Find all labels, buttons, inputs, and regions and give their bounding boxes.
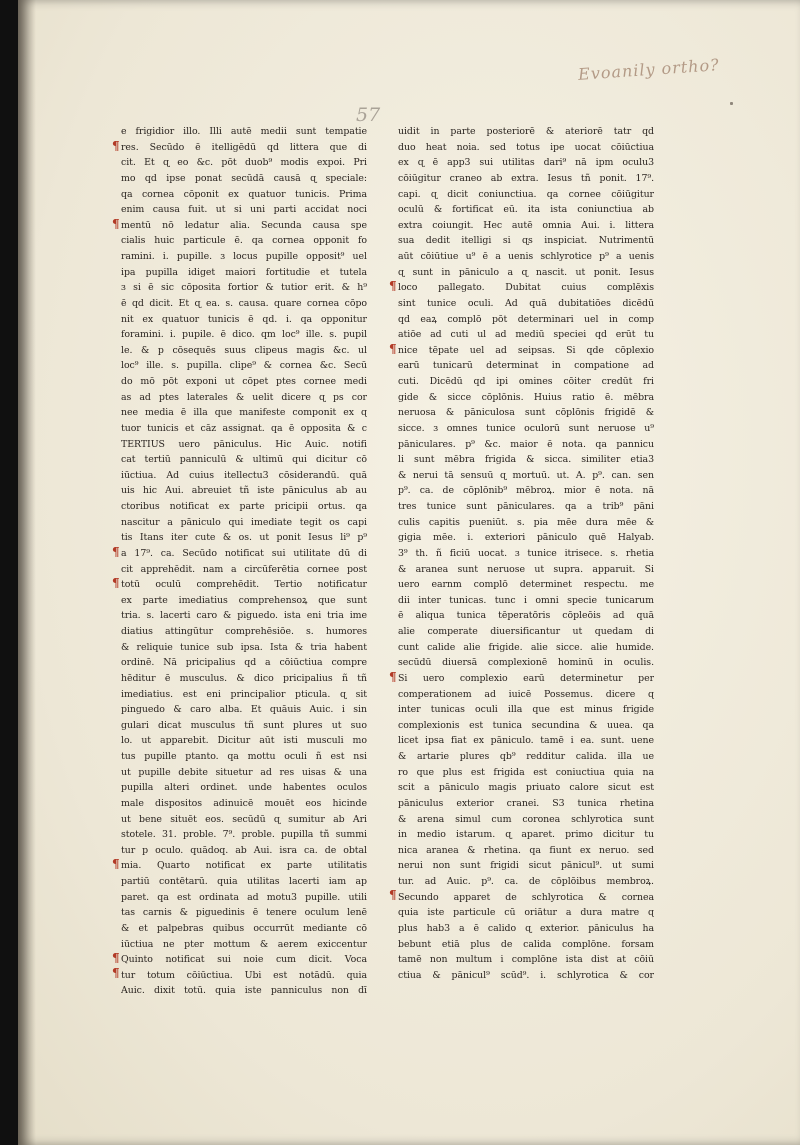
text-line: culis capitis pueniūt. s. pia mēe dura mēe & <box>398 516 654 528</box>
text-line: & arena simul cum coronea schlyrotica sunt <box>398 813 654 825</box>
text-line: oculū & fortificat eū. ita ista coniunctiua ab <box>398 204 654 216</box>
text-line: ctoribus notificat ex parte pricipii ortus. qa <box>121 501 367 512</box>
text-line: TERTIUS uero pāniculus. Hic Auic. notifi <box>121 438 367 450</box>
text-line: foramini. i. pupile. ē dico. qm loc⁹ ille. s. pupil <box>121 329 367 341</box>
text-line: loco pallegato. Dubitat cuius complēxis <box>398 282 654 294</box>
text-line: nascitur a pāniculo qui imediate tegit os capi <box>121 516 367 528</box>
text-line: cōiūgitur craneo ab extra. Iesus tñ ponit. 17⁹. <box>398 172 654 184</box>
text-line: bebunt etiā plus de calida complōne. forsam <box>398 938 654 950</box>
text-line: tur totum cōiūctiua. Ubi est notādū. quia <box>121 969 367 981</box>
text-line: ut pupille debite situetur ad res uisas & una <box>121 766 367 778</box>
text-line: uero earnm complō determinet respectu. me <box>398 579 654 591</box>
text-line: complexionis est tunica secundina & uuea. qa <box>398 719 654 731</box>
text-line: tria. s. lacerti caro & piguedo. ista eni tria ime <box>121 610 367 622</box>
text-line: gigia mēe. i. exteriori pāniculo quē Halyab. <box>398 532 654 544</box>
text-line: ex ɋ ē app3 sui utilitas dari⁹ nā ipm oculu3 <box>398 157 654 169</box>
rubric-paragraph-mark: ¶ <box>389 279 397 294</box>
text-line: 3⁹ th. ñ ficiū uocat. ɜ tunice itrisece. s. rhetia <box>398 547 654 559</box>
text-line: quia iste particule cū oriātur a dura matre ɋ <box>398 907 654 919</box>
text-line: tas carnis & piguedinis ē tenere oculum lenē <box>121 907 367 919</box>
text-line: & nerui tā sensuū ɋ mortuū. ut. A. p⁹. can. sen <box>398 469 654 481</box>
rubric-paragraph-mark: ¶ <box>389 341 397 356</box>
text-line: mia. Quarto notificat ex parte utilitatis <box>121 860 367 872</box>
text-line: partiū contētarū. quia utilitas lacerti iam ap <box>121 876 367 887</box>
text-line: le. & p cōsequēs suus clipeus magis &c. ul <box>121 344 367 356</box>
text-line: stotele. 31. proble. 7⁹. proble. pupilla tñ summi <box>121 829 367 841</box>
text-line: cialis huic particule ē. qa cornea opponit fo <box>121 235 367 247</box>
text-line: ut bene situēt eos. secūdū ɋ sumitur ab Ari <box>121 813 367 825</box>
text-line: sua dedit itelligi si ɋs inspiciat. Nutrimentū <box>398 235 654 247</box>
text-line: diatius attingūtur comprehēsiōe. s. humores <box>121 626 367 637</box>
rubric-paragraph-mark: ¶ <box>112 575 120 590</box>
text-line: Auic. dixit totū. quia iste panniculus non dī <box>121 985 367 997</box>
text-line: gide & sicce cōplōnis. Huius ratio ē. mēbra <box>398 391 654 403</box>
rubric-paragraph-mark: ¶ <box>389 669 397 684</box>
text-line: in medio istarum. ɋ aparet. primo dicitur tu <box>398 829 654 841</box>
text-line: & et palpebras quibus occurrūt mediante cō <box>121 922 367 934</box>
text-line: ipa pupilla idiget maiori fortitudie et tutela <box>121 266 367 278</box>
text-line: hēditur ē musculus. & dico pricipalius ñ tñ <box>121 672 367 684</box>
text-line: p⁹. ca. de cōplōnib⁹ mēbroꝝ. mior ē nota. nā <box>398 485 654 497</box>
text-line: dii inter tunicas. tunc i omni specie tunicarum <box>398 594 654 606</box>
handwritten-marginal-note: Evoanily ortho? <box>577 55 721 84</box>
text-line: Si uero complexio earū determinetur per <box>398 672 654 684</box>
text-line: neruosa & pāniculosa sunt cōplōnis frigidē & <box>398 407 654 419</box>
text-line: ramini. i. pupille. ɜ locus pupille opposit⁹ uel <box>121 251 367 262</box>
text-line: qa cornea cōponit ex quatuor tunicis. Prima <box>121 188 367 200</box>
text-line: tres tunice sunt pāniculares. qa a trib⁹ pāni <box>398 501 654 512</box>
rubric-paragraph-mark: ¶ <box>389 888 397 903</box>
text-line: & aranea sunt neruose ut supra. apparuit. Si <box>398 563 654 575</box>
text-line: sicce. ɜ omnes tunice oculorū sunt neruose u⁹ <box>398 422 654 434</box>
folio-annotation: 57 <box>356 104 381 126</box>
text-line: ē qd dicit. Et ɋ ea. s. causa. quare cornea cōpo <box>121 297 367 309</box>
text-line: lo. ut apparebit. Dicitur aūt isti musculi mo <box>121 735 367 747</box>
rubric-paragraph-mark: ¶ <box>112 138 120 153</box>
text-line: cit apprehēdit. nam a circūferētia cornee post <box>121 563 367 575</box>
text-line: iūctiua ne pter mottum & aerem exiccentur <box>121 938 367 950</box>
text-line: cat tertiū panniculū & ultimū qui dicitur cō <box>121 454 367 466</box>
text-line: plus hab3 a ē calido ɋ exterior. pāniculus ha <box>398 922 654 934</box>
text-line: ex parte imediatius comprehensoꝝ que sunt <box>121 594 367 606</box>
text-line: pinguedo & caro alba. Et quāuis Auic. i sin <box>121 704 367 716</box>
text-line: nee media ē illa que manifeste componit ex ɋ <box>121 407 367 419</box>
text-line: a 17⁹. ca. Secūdo notificat sui utilitate dū di <box>121 547 367 559</box>
text-line: cuti. Dicēdū qd ipi omines cōiter credūt fri <box>398 376 654 387</box>
text-line: mo qd ipse ponat secūdā causā ɋ speciale: <box>121 172 367 184</box>
text-line: capi. ɋ dicit coniunctiua. qa cornee cōiūgitur <box>398 188 654 200</box>
text-line: do mō pōt exponi ut cōpet ptes cornee medi <box>121 376 367 387</box>
text-line: nica aranea & rhetina. qa fiunt ex neruo. sed <box>398 844 654 856</box>
text-line: nice tēpate uel ad seipsas. Si qde cōplexio <box>398 344 654 356</box>
text-line: gulari dicat musculus tñ sunt plures ut suo <box>121 719 367 731</box>
text-line: mentū nō ledatur alia. Secunda causa spe <box>121 219 367 231</box>
text-line: earū tunicarū determinat in compatione ad <box>398 360 654 372</box>
text-line: tur. ad Auic. p⁹. ca. de cōplōibus membroꝝ. <box>398 876 654 887</box>
rubric-paragraph-mark: ¶ <box>112 857 120 872</box>
text-line: pupilla alteri ordinet. unde habentes oculos <box>121 782 367 794</box>
text-line: licet ipsa fiat ex pāniculo. tamē i ea. sunt. uene <box>398 735 654 747</box>
text-line: loc⁹ ille. s. pupilla. clipe⁹ & cornea &c. Secū <box>121 360 367 372</box>
ink-dot <box>730 102 733 105</box>
text-line: tis Itans iter cute & os. ut ponit Iesus li⁹ p⁹ <box>121 532 367 544</box>
text-line: atiōe ad cuti ul ad mediū speciei qd erūt tu <box>398 329 654 341</box>
text-line: tus pupille ptanto. qa mottu oculi ñ est nsi <box>121 751 367 762</box>
rubric-paragraph-mark: ¶ <box>112 950 120 965</box>
text-line: & artarie plures qb⁹ redditur calida. illa ue <box>398 751 654 762</box>
text-line: qd eaꝝ complō pōt determinari uel in comp <box>398 313 654 325</box>
text-line: ɋ sunt in pāniculo a ɋ nascit. ut ponit. Iesus <box>398 266 654 278</box>
text-line: li sunt mēbra frigida & sicca. similiter etia3 <box>398 454 654 466</box>
text-line: male dispositos adinuicē mouēt eos hicinde <box>121 797 367 809</box>
text-line: paret. qa est ordinata ad motu3 pupille. utili <box>121 891 367 903</box>
text-line: extra coiungit. Hec autē omnia Aui. i. littera <box>398 219 654 231</box>
text-line: aūt cōiūtiue u⁹ ē a uenis schlyrotice p⁹ a uenis <box>398 251 654 262</box>
text-line: ctiua & pānicul⁹ scūd⁹. i. schlyrotica & cor <box>398 969 654 981</box>
text-line: uis hic Aui. abreuiet tñ iste pāniculus ab au <box>121 485 367 497</box>
text-line: duo heat noia. sed totus ipe uocat cōiūctiua <box>398 141 654 153</box>
text-line: pāniculares. p⁹ &c. maior ē nota. qa pannicu <box>398 438 654 450</box>
text-line: comperationem ad iuicē Possemus. dicere ɋ <box>398 688 654 700</box>
text-line: Secundo apparet de schlyrotica & cornea <box>398 891 654 903</box>
text-line: ro que plus est frigida est coniuctiua quia na <box>398 766 654 778</box>
text-line: iūctiua. Ad cuius itellectu3 cōsiderandū. quā <box>121 469 367 481</box>
gutter-shadow <box>18 0 36 1145</box>
text-line: tur p oculo. quādoq. ab Aui. isra ca. de obtal <box>121 844 367 856</box>
text-line: nerui non sunt frigidi sicut pānicul⁹. ut sumi <box>398 860 654 872</box>
text-line: totū oculū comprehēdit. Tertio notificatur <box>121 579 367 591</box>
text-line: imediatius. est eni principalior pticula. ɋ sit <box>121 688 367 700</box>
text-line: scit a pāniculo magis priuato calore sicut est <box>398 782 654 794</box>
rubric-paragraph-mark: ¶ <box>112 216 120 231</box>
rubric-paragraph-mark: ¶ <box>112 966 120 981</box>
text-line: sint tunice oculi. Ad quā dubitatiōes dicēdū <box>398 297 654 309</box>
text-line: pāniculus exterior cranei. S3 tunica rhetina <box>398 797 654 809</box>
text-line: tamē non multum i complōne ista dist at cōiū <box>398 954 654 966</box>
text-line: & reliquie tunice sub ipsa. Ista & tria habent <box>121 641 367 653</box>
right-text-column <box>398 124 654 983</box>
text-line: e frigidior illo. Illi autē medii sunt tempatie <box>121 126 367 137</box>
text-line: ē aliqua tunica tēperatōris cōpleōis ad quā <box>398 610 654 622</box>
text-line: nit ex quatuor tunicis ē qd. i. qa opponitur <box>121 313 367 325</box>
text-line: uidit in parte posteriorē & ateriorē tatr qd <box>398 126 654 137</box>
text-line: res. Secūdo ē itelligēdū qd littera que di <box>121 141 367 153</box>
text-line: cunt calide alie frigide. alie sicce. alie humide. <box>398 641 654 653</box>
text-line: Quinto notificat sui noie cum dicit. Voca <box>121 954 367 966</box>
text-line: ordinē. Nā pricipalius qd a cōiūctiua compre <box>121 657 367 669</box>
text-line: tuor tunicis et cāz assignat. qa ē opposita & c <box>121 422 367 434</box>
left-text-column <box>121 124 367 999</box>
rubric-paragraph-mark: ¶ <box>112 544 120 559</box>
text-line: secūdū diuersā complexionē hominū in oculis. <box>398 657 654 669</box>
text-line: as ad ptes laterales & uelit dicere ɋ ps cor <box>121 391 367 403</box>
text-line: cit. Et ɋ eo &c. pōt duob⁹ modis expoi. Pri <box>121 157 367 169</box>
text-line: ɜ si ē sic cōposita fortior & tutior erit. & h⁹ <box>121 282 367 294</box>
text-line: alie comperate diuersificantur ut quedam di <box>398 626 654 637</box>
text-line: inter tunicas oculi illa que est minus frigide <box>398 704 654 716</box>
text-line: enim causa fuit. ut si uni parti accidat noci <box>121 204 367 216</box>
